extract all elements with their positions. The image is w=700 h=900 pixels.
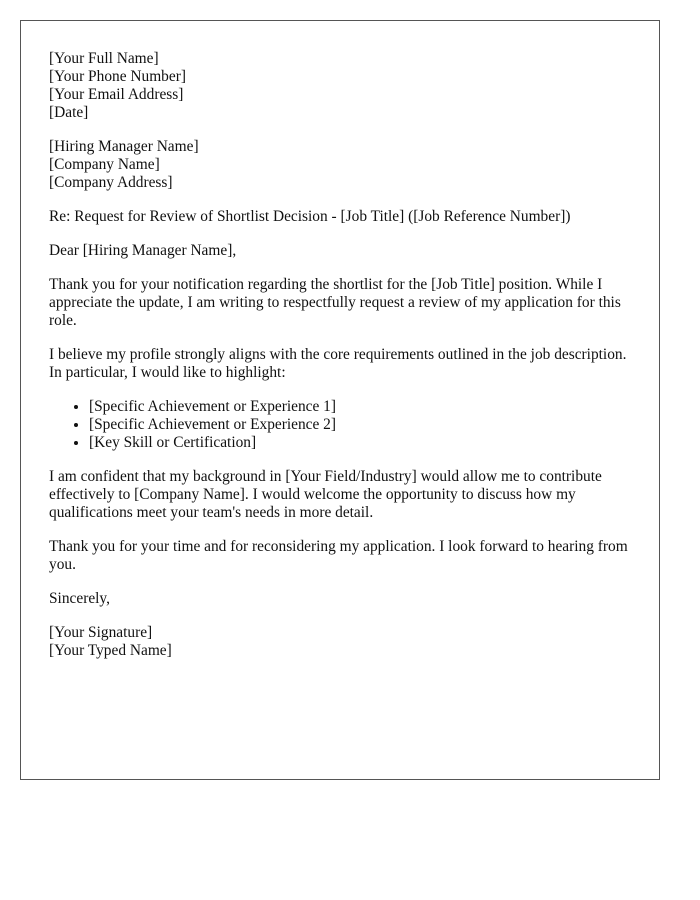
list-item: • [Specific Achievement or Experience 2] [89, 416, 631, 434]
body-paragraph-1: Thank you for your notification regarding the shortlist for the [Job Title] position. While I appreciate the update, I am writing to respectfully request a review of my application for this role. [49, 276, 621, 329]
subject-line: Re: Request for Review of Shortlist Decision - [Job Title] ([Job Reference Number]) [49, 208, 571, 225]
recipient-block [49, 138, 631, 192]
sender-block [49, 50, 631, 122]
closing: Sincerely, [49, 590, 110, 607]
signature-block [49, 624, 631, 660]
sender-email: [Your Email Address] [49, 86, 184, 103]
list-item: • [Key Skill or Certification] [89, 434, 631, 452]
letter-page [20, 20, 660, 780]
salutation: Dear [Hiring Manager Name], [49, 242, 237, 259]
highlights-list [49, 398, 631, 452]
list-item: • [Specific Achievement or Experience 1] [89, 398, 631, 416]
typed-name: [Your Typed Name] [49, 642, 172, 659]
letter-date: [Date] [49, 104, 89, 121]
body-paragraph-2: I believe my profile strongly aligns with the core requirements outlined in the job description. In particular, I would like to highlight: [49, 346, 627, 381]
signature-placeholder: [Your Signature] [49, 624, 153, 641]
recipient-company-address: [Company Address] [49, 174, 173, 191]
recipient-company-name: [Company Name] [49, 156, 160, 173]
recipient-manager-name: [Hiring Manager Name] [49, 138, 199, 155]
sender-phone: [Your Phone Number] [49, 68, 186, 85]
sender-full-name: [Your Full Name] [49, 50, 159, 67]
body-paragraph-4: Thank you for your time and for reconsidering my application. I look forward to hearing from you. [49, 538, 628, 573]
body-paragraph-3: I am confident that my background in [Your Field/Industry] would allow me to contribute effectively to [Company Name]. I would welcome the opportunity to discuss how my qualifications meet your team's needs in more detail. [49, 468, 602, 521]
